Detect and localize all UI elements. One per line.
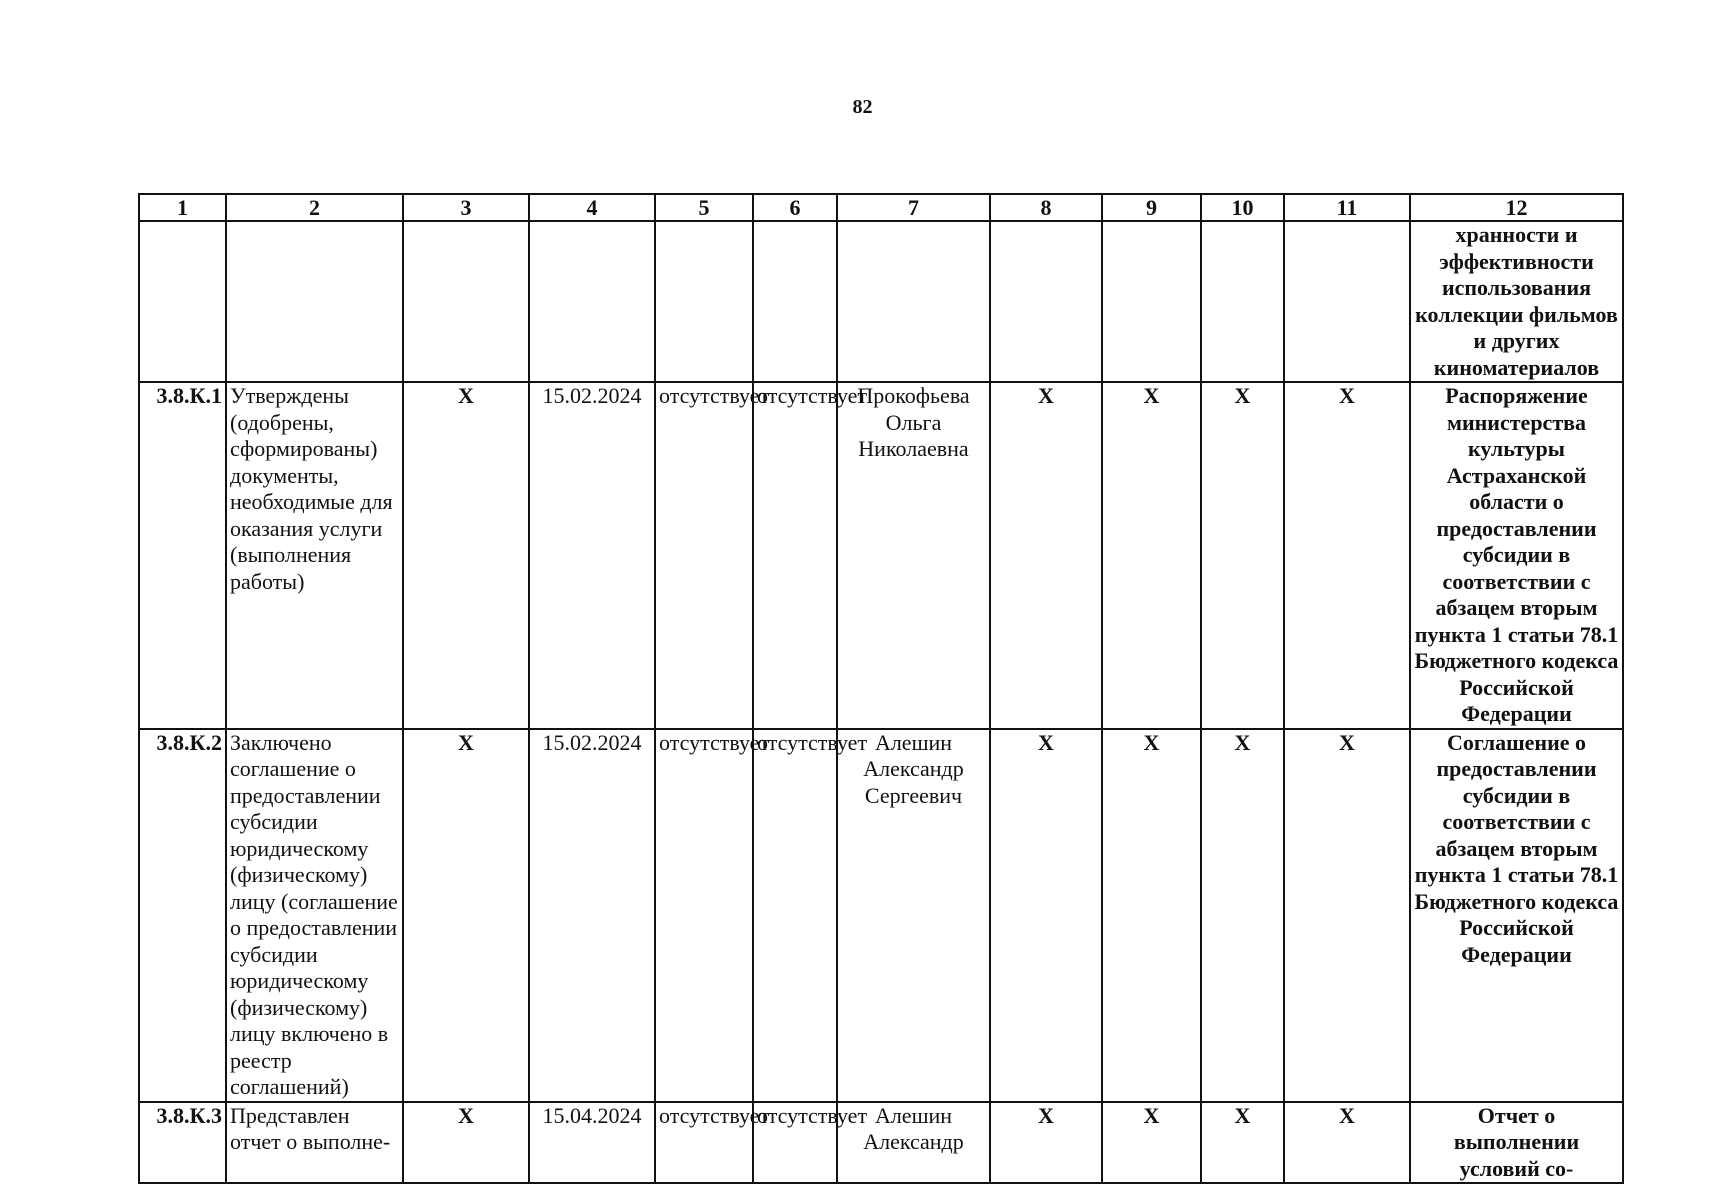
absent-cell: отсутствует (655, 1102, 753, 1184)
event-name: Заключено соглашение о предоставлении субсидии юридическому (физическому) лицу (соглашение о предоставлении субсидии юридическому (физическому) лицу включено в реестр соглашений) (226, 729, 403, 1102)
table-row (139, 1102, 1623, 1184)
x-mark: X (990, 382, 1102, 729)
x-mark: X (403, 729, 529, 1102)
column-number-row (139, 194, 1623, 221)
x-mark: X (1201, 729, 1284, 1102)
column-number: 12 (1410, 194, 1623, 221)
responsible-person: Алешин Александр Сергеевич (837, 729, 990, 1102)
empty-cell (1284, 221, 1410, 382)
row-code: 3.8.К.2 (139, 729, 226, 1102)
column-number: 5 (655, 194, 753, 221)
responsible-person: Прокофьева Ольга Николаевна (837, 382, 990, 729)
report-table (138, 193, 1624, 1184)
x-mark: X (1284, 1102, 1410, 1184)
absent-cell: отсутствует (753, 382, 837, 729)
column-number: 3 (403, 194, 529, 221)
column-number: 1 (139, 194, 226, 221)
column-number: 10 (1201, 194, 1284, 221)
empty-cell (837, 221, 990, 382)
column-number: 11 (1284, 194, 1410, 221)
x-mark: X (1102, 1102, 1201, 1184)
column-number: 7 (837, 194, 990, 221)
document-cell: хранности и эффективности использования коллекции фильмов и других киноматериалов (1410, 221, 1623, 382)
absent-cell: отсутствует (655, 729, 753, 1102)
x-mark: X (403, 382, 529, 729)
document-cell: Распоряжение министерства культуры Астраханской области о предоставлении субсидии в соответствии с абзацем вторым пункта 1 статьи 78.1 Бюджетного кодекса Российской Федерации (1410, 382, 1623, 729)
empty-cell (139, 221, 226, 382)
empty-cell (529, 221, 655, 382)
x-mark: X (403, 1102, 529, 1184)
table-row (139, 729, 1623, 1102)
x-mark: X (1201, 382, 1284, 729)
x-mark: X (1284, 382, 1410, 729)
document-cell: Соглашение о предоставлении субсидии в соответствии с абзацем вторым пункта 1 статьи 78.1 Бюджетного кодекса Российской Федерации (1410, 729, 1623, 1102)
empty-cell (1102, 221, 1201, 382)
empty-cell (655, 221, 753, 382)
x-mark: X (1201, 1102, 1284, 1184)
event-name: Утверждены (одобрены, сформированы) документы, необходимые для оказания услуги (выполнения работы) (226, 382, 403, 729)
x-mark: X (1102, 382, 1201, 729)
date-cell: 15.02.2024 (529, 382, 655, 729)
column-number: 8 (990, 194, 1102, 221)
absent-cell: отсутствует (753, 729, 837, 1102)
row-code: 3.8.К.3 (139, 1102, 226, 1184)
x-mark: X (990, 729, 1102, 1102)
table-row (139, 382, 1623, 729)
row-code: 3.8.К.1 (139, 382, 226, 729)
page-number: 82 (852, 96, 873, 118)
continuation-row (139, 221, 1623, 382)
column-number: 2 (226, 194, 403, 221)
date-cell: 15.04.2024 (529, 1102, 655, 1184)
document-cell: Отчет о выполнении условий со- (1410, 1102, 1623, 1184)
event-name: Представлен отчет о выполне- (226, 1102, 403, 1184)
column-number: 9 (1102, 194, 1201, 221)
x-mark: X (1102, 729, 1201, 1102)
empty-cell (753, 221, 837, 382)
column-number: 6 (753, 194, 837, 221)
column-number: 4 (529, 194, 655, 221)
absent-cell: отсутствует (753, 1102, 837, 1184)
date-cell: 15.02.2024 (529, 729, 655, 1102)
empty-cell (226, 221, 403, 382)
x-mark: X (990, 1102, 1102, 1184)
absent-cell: отсутствует (655, 382, 753, 729)
empty-cell (990, 221, 1102, 382)
x-mark: X (1284, 729, 1410, 1102)
empty-cell (403, 221, 529, 382)
empty-cell (1201, 221, 1284, 382)
responsible-person: Алешин Александр (837, 1102, 990, 1184)
